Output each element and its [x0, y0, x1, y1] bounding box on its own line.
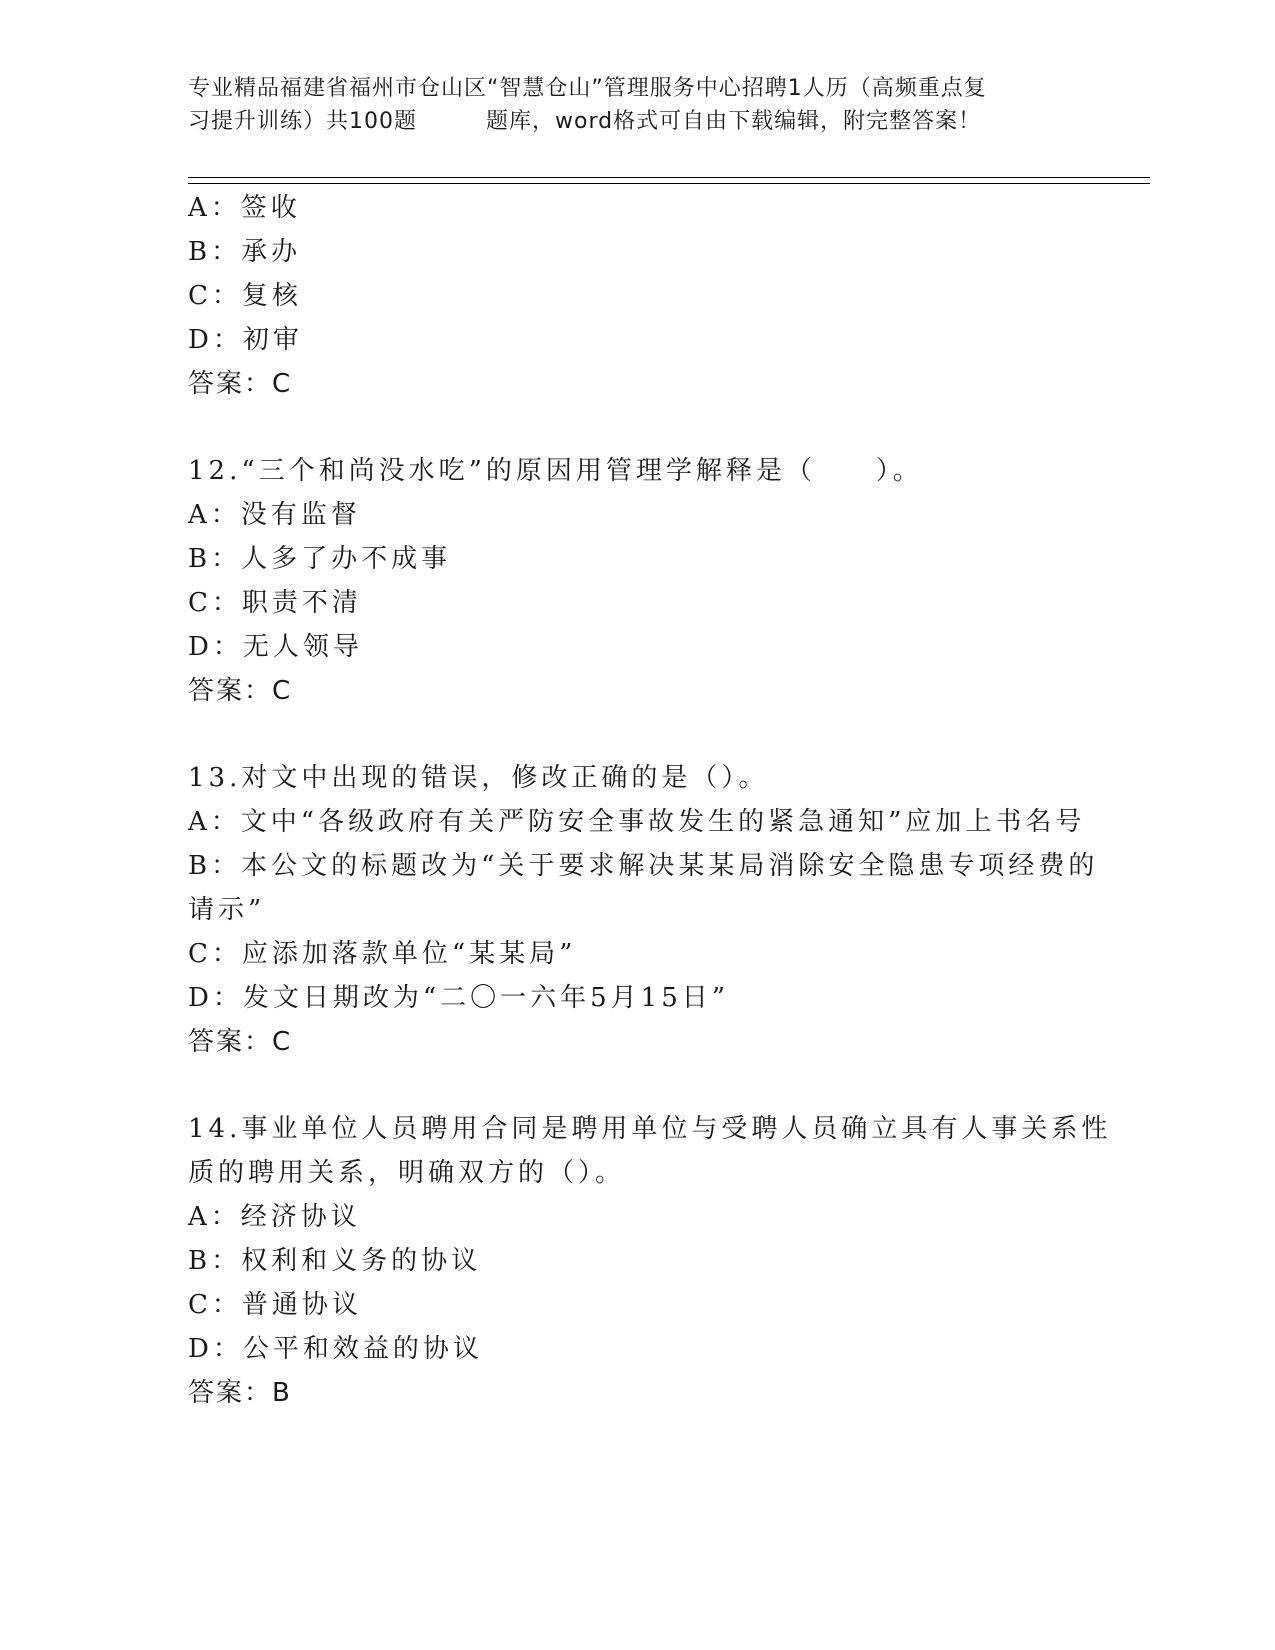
q11-answer: 答案：C — [188, 369, 293, 399]
q11-option-b: B：承办 — [188, 237, 302, 267]
header-line-1: 专业精品福建省福州市仓山区“智慧仓山”管理服务中心招聘1人历（高频重点复 — [188, 76, 987, 101]
q12-stem: 12.“三个和尚没水吃”的原因用管理学解释是（ ）。 — [188, 456, 923, 486]
q14-option-a: A：经济协议 — [188, 1202, 361, 1232]
q14-option-d: D：公平和效益的协议 — [188, 1334, 483, 1364]
q12-option-d: D：无人领导 — [188, 632, 363, 662]
header-line-2: 习提升训练）共100题 题库，word格式可自由下载编辑，附完整答案！ — [188, 109, 982, 134]
q14-answer: 答案：B — [188, 1378, 292, 1408]
q13-option-c: C：应添加落款单位“某某局” — [188, 939, 577, 969]
q12-answer: 答案：C — [188, 676, 293, 706]
q12-option-b: B：人多了办不成事 — [188, 544, 452, 574]
q13-option-a: A：文中“各级政府有关严防安全事故发生的紧急通知”应加上书名号 — [188, 807, 1086, 837]
q14-stem-line-1: 14.事业单位人员聘用合同是聘用单位与受聘人员确立具有人事关系性 — [188, 1114, 1112, 1144]
header-divider-top — [188, 177, 1150, 178]
q11-option-a: A：签收 — [188, 193, 301, 223]
q11-option-d: D：初审 — [188, 325, 303, 355]
document-header — [188, 72, 1088, 138]
q12-option-a: A：没有监督 — [188, 500, 361, 530]
q14-stem-line-2: 质的聘用关系，明确双方的（）。 — [188, 1158, 626, 1188]
q13-option-d: D：发文日期改为“二〇一六年5月15日” — [188, 983, 730, 1013]
q11-option-c: C：复核 — [188, 281, 302, 311]
q13-option-b-line-1: B：本公文的标题改为“关于要求解决某某局消除安全隐患专项经费的 — [188, 851, 1099, 881]
q14-option-b: B：权利和义务的协议 — [188, 1246, 482, 1276]
header-divider-bottom — [188, 183, 1150, 184]
q14-option-c: C：普通协议 — [188, 1290, 362, 1320]
q13-option-b-line-2: 请示” — [188, 895, 266, 925]
q13-stem: 13.对文中出现的错误，修改正确的是（）。 — [188, 763, 769, 793]
q12-option-c: C：职责不清 — [188, 588, 362, 618]
q13-answer: 答案：C — [188, 1027, 293, 1057]
